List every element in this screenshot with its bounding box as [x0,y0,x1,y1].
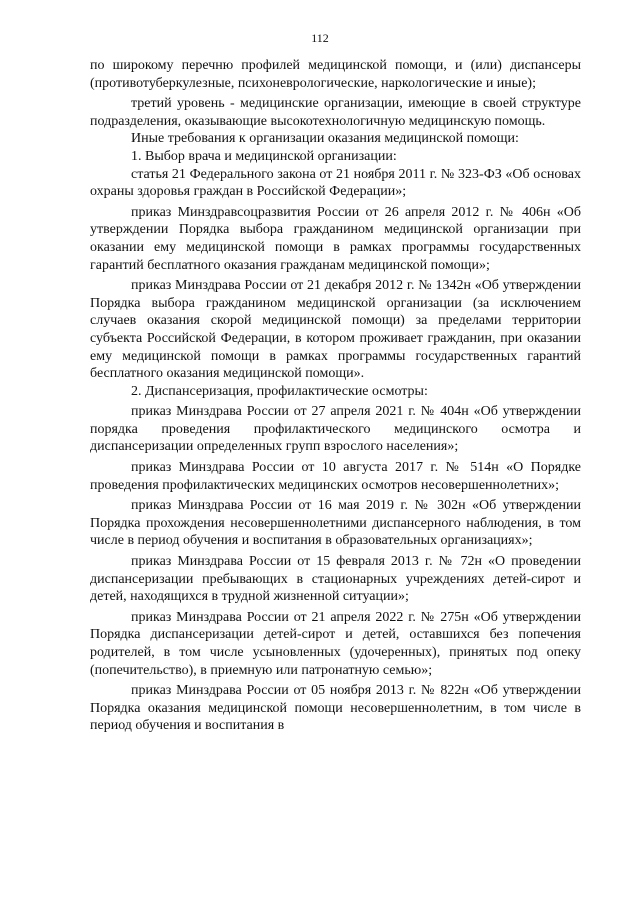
section-heading: 1. Выбор врача и медицинской организации: [131,148,397,164]
paragraph: приказ Минздрава России от 05 ноября 2013 г. № 822н «Об утверждении Порядка оказания медицинской помощи несовершеннолетним, в том числе в период обучения и воспитания в [90,683,581,734]
paragraph: третий уровень - медицинские организации, имеющие в своей структуре подразделения, оказывающие высокотехнологичную медицинскую помощь. [90,96,581,129]
paragraph: по широкому перечню профилей медицинской помощи, и (или) диспансеры (противотуберкулезные, психоневрологические, наркологические и иные); [90,58,581,91]
paragraph: приказ Минздрава России от 21 декабря 2012 г. № 1342н «Об утверждении Порядка выбора гражданином медицинской организации (за исключением случаев оказания скорой медицинской помощи) за пределами территории субъекта Российской Федерации, в котором проживает гражданин, при оказании ему медицинской помощи в рамках программы государственных гарантий бесплатного оказания медицинской помощи». [90,278,581,382]
paragraph: приказ Минздрава России от 27 апреля 2021 г. № 404н «Об утверждении порядка проведения профилактического медицинского осмотра и диспансеризации определенных групп взрослого населения»; [90,404,581,455]
page-number: 112 [311,31,329,45]
paragraph: статья 21 Федерального закона от 21 ноября 2011 г. № 323-ФЗ «Об основах охраны здоровья граждан в Российской Федерации»; [90,166,581,200]
paragraph: приказ Минздрава России от 21 апреля 2022 г. № 275н «Об утверждении Порядка диспансеризации детей-сирот и детей, оставшихся без попечения родителей, в том числе усыновленных (удочеренных), принятых под опеку (попечительство), в приемную или патронатную семью»; [90,609,581,678]
section-heading: 2. Диспансеризация, профилактические осмотры: [131,383,428,399]
paragraph: приказ Минздравсоцразвития России от 26 апреля 2012 г. № 406н «Об утверждении Порядка выбора гражданином медицинской организации при оказании ему медицинской помощи в рамках программы государственных гарантий бесплатного оказания гражданам медицинской помощи»; [90,204,581,273]
paragraph: приказ Минздрава России от 16 мая 2019 г. № 302н «Об утверждении Порядка прохождения несовершеннолетними диспансерного наблюдения, в том числе в период обучения и воспитания в образовательных организациях»; [90,498,581,549]
paragraph: приказ Минздрава России от 15 февраля 2013 г. № 72н «О проведении диспансеризации пребывающих в стационарных учреждениях детей-сирот и детей, находящихся в трудной жизненной ситуации»; [90,554,581,605]
paragraph: Иные требования к организации оказания медицинской помощи: [131,131,519,147]
paragraph: приказ Минздрава России от 10 августа 2017 г. № 514н «О Порядке проведения профилактических медицинских осмотров несовершеннолетних»; [90,460,581,493]
document-body [90,57,581,735]
